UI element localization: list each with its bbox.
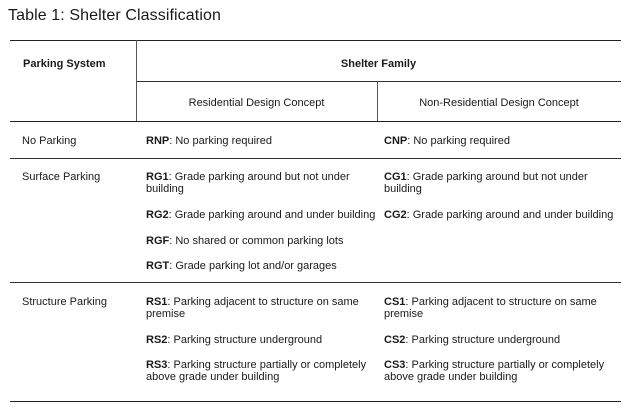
entry-text: : Grade parking around and under building [406, 209, 614, 221]
entry-code: RS2 [146, 334, 168, 346]
row-label-structure-parking: Structure Parking [22, 296, 107, 308]
entry-text: : Grade parking around and under building [168, 209, 376, 221]
header-bottom-rule [10, 121, 621, 122]
entry-rg2 [146, 209, 382, 221]
entry-text: : No parking required [407, 135, 510, 147]
entry-code: CS2 [384, 334, 406, 346]
entry-cs2 [384, 334, 620, 346]
entry-text: : Parking adjacent to structure on same premise [146, 296, 359, 320]
entry-code: RGT [146, 260, 170, 272]
entry-text: : Parking structure underground [167, 334, 323, 346]
entry-cg2 [384, 209, 620, 221]
entry-code: RS3 [146, 359, 168, 371]
entry-code: CG1 [384, 171, 407, 183]
header-subrule [136, 81, 621, 82]
entry-cg1 [384, 171, 614, 195]
entry-code: CS3 [384, 359, 406, 371]
header-shelter-family: Shelter Family [340, 58, 417, 70]
entry-code: RS1 [146, 296, 168, 308]
entry-text: : Parking structure partially or completely above grade under building [146, 359, 367, 383]
entry-text: : Parking structure underground [405, 334, 561, 346]
entry-code: RNP [146, 135, 170, 147]
entry-code: CNP [384, 135, 408, 147]
entry-rs1 [146, 296, 378, 320]
header-parking-system: Parking System [23, 58, 106, 70]
entry-cs1 [384, 296, 614, 320]
entry-text: : Grade parking around but not under building [384, 171, 588, 195]
entry-rgt [146, 260, 382, 272]
entry-cnp [384, 135, 620, 147]
entry-rs2 [146, 334, 382, 346]
table-bottom-rule [10, 401, 621, 402]
header-non-residential: Non-Residential Design Concept [419, 97, 579, 109]
entry-text: : Grade parking around but not under building [146, 171, 350, 195]
entry-rgf [146, 235, 382, 247]
entry-code: RG2 [146, 209, 169, 221]
shelter-classification-table [10, 40, 621, 402]
entry-text: : Parking adjacent to structure on same premise [384, 296, 597, 320]
header-residential: Residential Design Concept [188, 97, 325, 109]
entry-text: : No shared or common parking lots [169, 235, 344, 247]
table-top-rule [10, 40, 621, 41]
row-label-surface-parking: Surface Parking [22, 171, 101, 183]
entry-code: CS1 [384, 296, 406, 308]
row-rule-1 [10, 158, 621, 159]
row-label-no-parking: No Parking [22, 135, 77, 147]
entry-code: RGF [146, 235, 170, 247]
table-title: Table 1: Shelter Classification [8, 7, 221, 24]
entry-code: RG1 [146, 171, 169, 183]
entry-rg1 [146, 171, 378, 195]
entry-text: : No parking required [169, 135, 272, 147]
entry-rs3 [146, 359, 372, 383]
entry-text: : Parking structure partially or completely above grade under building [384, 359, 605, 383]
entry-code: CG2 [384, 209, 407, 221]
entry-rnp [146, 135, 382, 147]
entry-cs3 [384, 359, 610, 383]
row-rule-2 [10, 282, 621, 283]
entry-text: : Grade parking lot and/or garages [169, 260, 337, 272]
